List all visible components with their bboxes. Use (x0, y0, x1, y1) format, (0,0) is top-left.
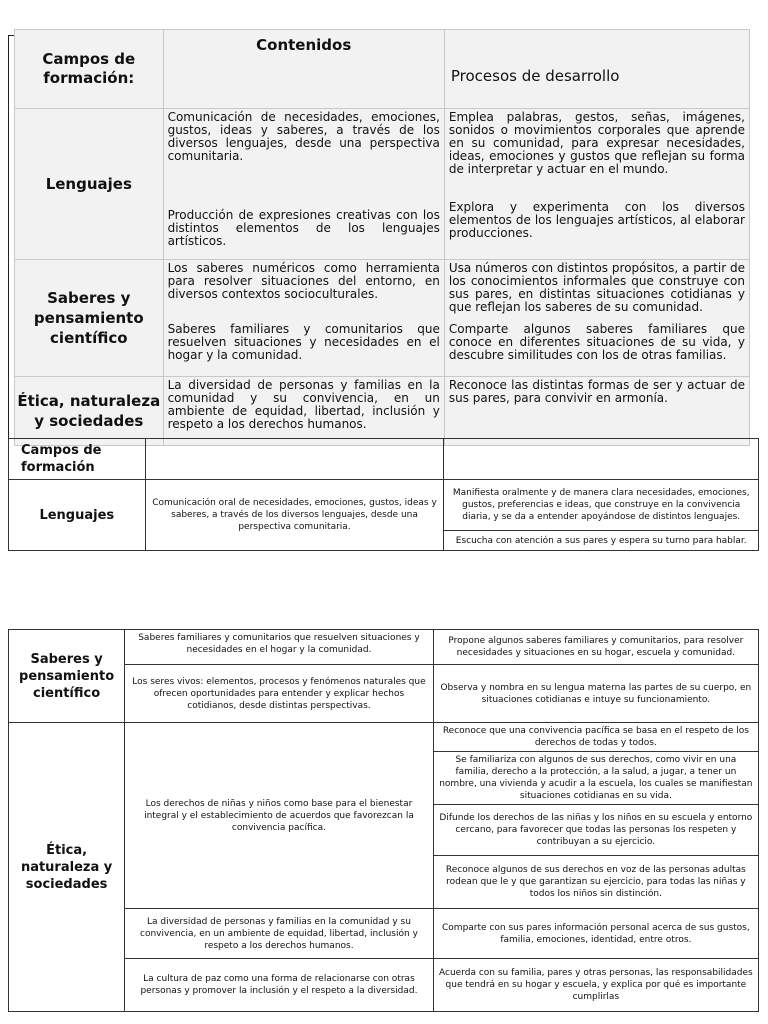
proceso-cell (444, 260, 749, 377)
proceso-etica-3b: Se familiariza con algunos de sus derechos, como vivir en una familia, derecho a la protección, a la salud, a jugar, a tener un nombre, una vivienda y acudir a la escuela, los cuales se manifiestan situaciones cotidianas en su vida. (433, 752, 758, 805)
table-row (9, 480, 759, 531)
curriculum-table-2 (8, 438, 759, 551)
contenido-saberes-1: Los saberes numéricos como herramienta para resolver situaciones del entorno, en diversos contextos socioculturales. (167, 261, 440, 301)
proceso-etica-3c: Difunde los derechos de las niñas y los niños en su escuela y entorno cercano, para favorecer que todas las personas los respeten y contribuyan a su ejercicio. (433, 805, 758, 856)
contenido-etica-3a: Los derechos de niñas y niños como base para el bienestar integral y el establecimiento de acuerdos que favorezcan la convivencia pacífica. (125, 723, 434, 909)
contenido-etica-3c: La cultura de paz como una forma de relacionarse con otras personas y promover la inclusión y el respeto a la diversidad. (125, 959, 434, 1012)
field-lenguajes-2: Lenguajes (9, 480, 146, 551)
table-row (9, 630, 759, 665)
contenido-saberes-3a: Saberes familiares y comunitarios que resuelven situaciones y necesidades en el hogar y la comunidad. (125, 630, 434, 665)
header-empty-2 (444, 439, 759, 480)
proceso-saberes-1: Usa números con distintos propósitos, a partir de los conocimientos informales que construye con sus pares, en distintas situaciones cotidianas y que reflejan los saberes de su comunidad. (448, 261, 745, 314)
proceso-saberes-3b: Observa y nombra en su lengua materna las partes de su cuerpo, en situaciones cotidianas e intuye su funcionamiento. (433, 665, 758, 723)
table-row (15, 377, 750, 446)
proceso-cell (444, 109, 749, 260)
proceso-lenguajes-oral-2: Escucha con atención a sus pares y espera su turno para hablar. (444, 531, 759, 551)
proceso-lenguajes-1: Emplea palabras, gestos, señas, imágenes, sonidos o movimientos corporales que aprende en su comunidad, para expresar necesidades, ideas, emociones y gustos que reflejan su forma de interpretar y actuar en el mundo. (448, 110, 745, 176)
table-row (15, 109, 750, 260)
contenido-lenguajes-oral: Comunicación oral de necesidades, emociones, gustos, ideas y saberes, a través de los diversos lenguajes, desde una perspectiva comunitaria. (145, 480, 444, 551)
proceso-etica-3d: Reconoce algunos de sus derechos en voz de las personas adultas rodean que le y que garantizan su ejercicio, para todas las niñas y todos los niños sin distinción. (433, 856, 758, 909)
contenido-etica-3b: La diversidad de personas y familias en la comunidad y su convivencia, en un ambiente de equidad, libertad, inclusión y respeto a los derechos humanos. (125, 909, 434, 959)
contenido-saberes-3b: Los seres vivos: elementos, procesos y fenómenos naturales que ofrecen oportunidades para entender y explicar hechos cotidianos, desde distintas perspectivas. (125, 665, 434, 723)
contenido-cell (163, 109, 444, 260)
table-row (9, 723, 759, 752)
table-header-row (15, 30, 750, 109)
field-etica: Ética, naturaleza y sociedades (15, 377, 164, 446)
proceso-saberes-2: Comparte algunos saberes familiares que conoce en diferentes situaciones de su vida, y descubre similitudes con los de otras familias. (448, 322, 745, 362)
contenido-saberes-2: Saberes familiares y comunitarios que resuelven situaciones y necesidades en el hogar y la comunidad. (167, 322, 440, 362)
proceso-lenguajes-2: Explora y experimenta con los diversos elementos de los lenguajes artísticos, al elaborar producciones. (448, 200, 745, 240)
proceso-etica-3a: Reconoce que una convivencia pacífica se basa en el respeto de los derechos de todas y todos. (433, 723, 758, 752)
contenido-lenguajes-2: Producción de expresiones creativas con los distintos elementos de los lenguajes artísticos. (167, 208, 440, 248)
table-header-row (9, 439, 759, 480)
curriculum-table-1 (14, 29, 750, 446)
header-campos-2: Campos de formación (9, 439, 146, 480)
table-row (15, 260, 750, 377)
header-procesos: Procesos de desarrollo (444, 30, 749, 109)
header-campos: Campos de formación: (15, 30, 164, 109)
proceso-etica-3f: Acuerda con su familia, pares y otras personas, las responsabilidades que tendrá en su hogar y escuela, y explica por qué es importante cumplirlas (433, 959, 758, 1012)
header-contenidos: Contenidos (163, 30, 444, 109)
field-saberes-3: Saberes y pensamiento científico (9, 630, 125, 723)
proceso-lenguajes-oral-1: Manifiesta oralmente y de manera clara necesidades, emociones, gustos, preferencias e ideas, que construye en la convivencia diaria, y se da a entender apoyándose de distintos lenguajes. (444, 480, 759, 531)
field-lenguajes: Lenguajes (15, 109, 164, 260)
field-saberes: Saberes y pensamiento científico (15, 260, 164, 377)
proceso-etica-3e: Comparte con sus pares información personal acerca de sus gustos, familia, emociones, identidad, entre otros. (433, 909, 758, 959)
contenido-etica-1: La diversidad de personas y familias en la comunidad y su convivencia, en un ambiente de equidad, libertad, inclusión y respeto a los derechos humanos. (163, 377, 444, 446)
proceso-saberes-3a: Propone algunos saberes familiares y comunitarios, para resolver necesidades y situaciones en su hogar, escuela y comunidad. (433, 630, 758, 665)
curriculum-table-3 (8, 629, 759, 1012)
header-empty-1 (145, 439, 444, 480)
proceso-etica-1: Reconoce las distintas formas de ser y actuar de sus pares, para convivir en armonía. (444, 377, 749, 446)
field-etica-3: Ética, naturaleza y sociedades (9, 723, 125, 1012)
contenido-cell (163, 260, 444, 377)
contenido-lenguajes-1: Comunicación de necesidades, emociones, gustos, ideas y saberes, a través de los diversos lenguajes, desde una perspectiva comunitaria. (167, 110, 440, 163)
